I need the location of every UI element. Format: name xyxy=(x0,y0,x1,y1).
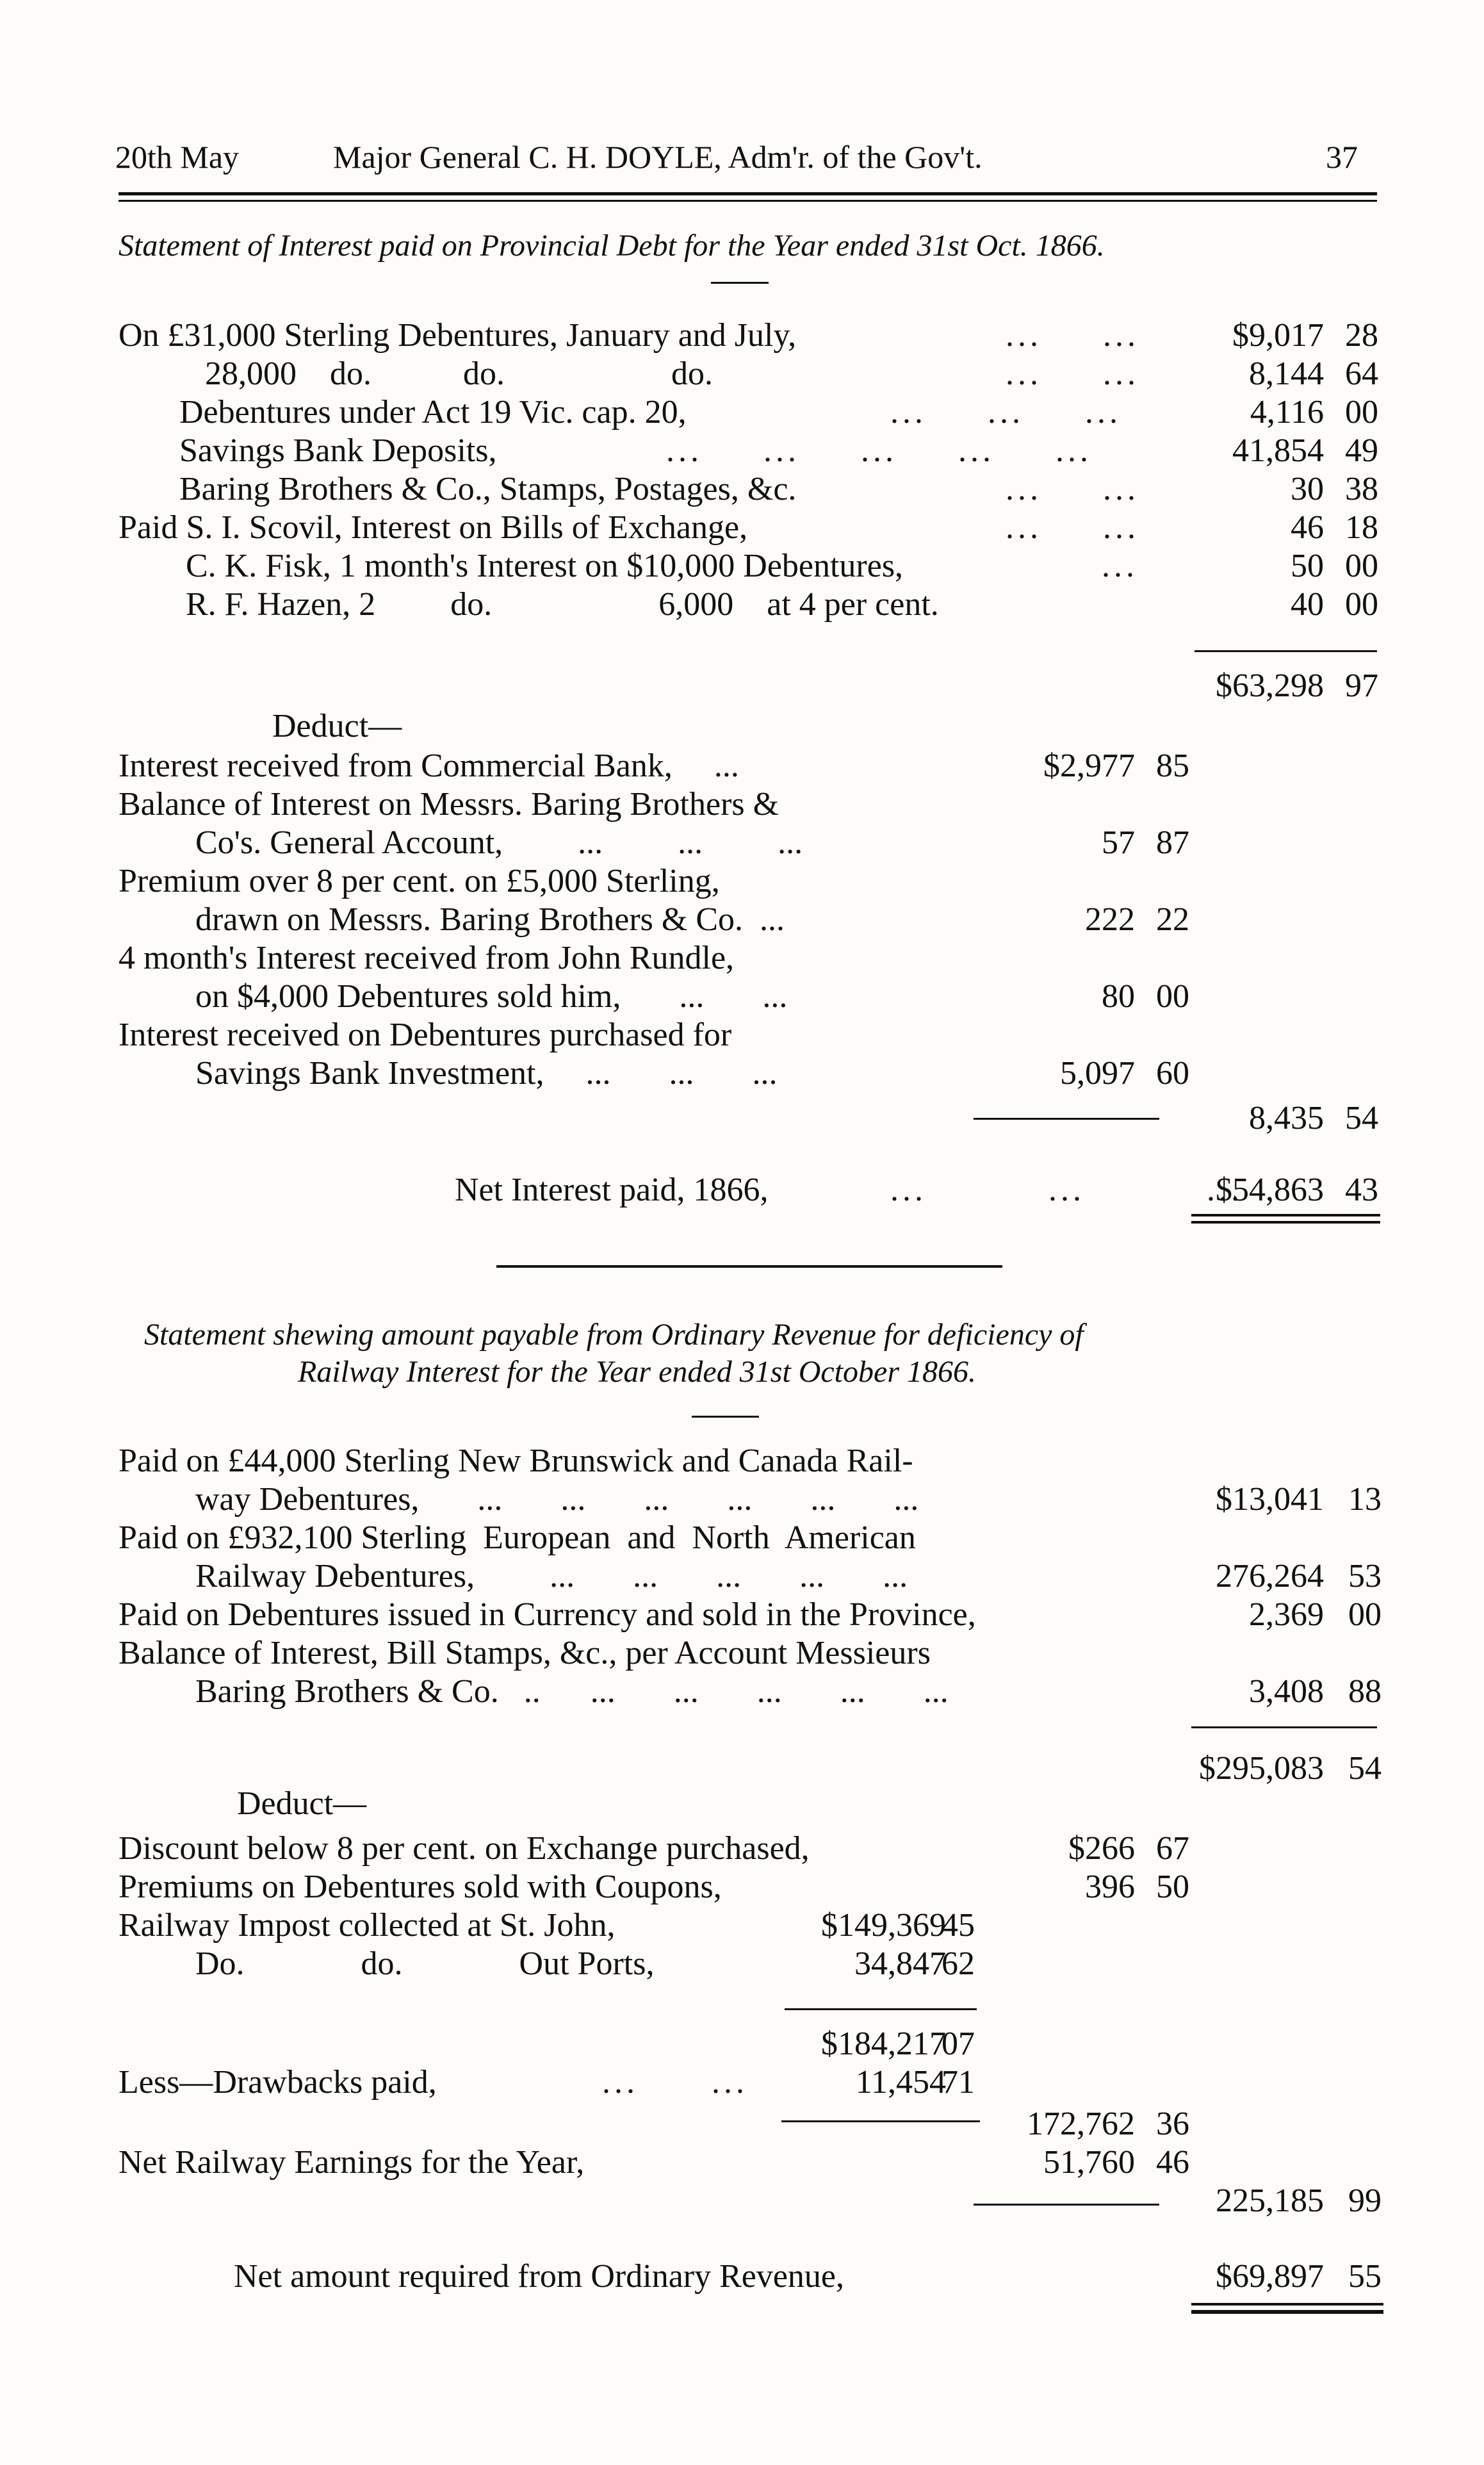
deduction-line: drawn on Messrs. Baring Brothers & Co. ... xyxy=(195,901,785,938)
impost-label: Do. do. Out Ports, xyxy=(195,1945,655,1982)
statement2-deduct-total-cents: 99 xyxy=(1348,2182,1382,2219)
deduction-cents: 67 xyxy=(1156,1830,1189,1867)
deduction-line: Interest received from Commercial Bank, ... xyxy=(118,748,739,784)
deduct-label: Deduct— xyxy=(237,1785,367,1822)
item-line: way Debentures, ... ... ... ... ... ... xyxy=(195,1481,919,1518)
item-cents: 18 xyxy=(1345,509,1378,546)
statement2-title-line1: Statement shewing amount payable from Ordinary Revenue for deficiency of xyxy=(144,1318,1084,1352)
deduction-cents: 00 xyxy=(1156,978,1189,1015)
item-dollars: 3,408 xyxy=(1249,1673,1324,1710)
item-label: Paid S. I. Scovil, Interest on Bills of Exchange, xyxy=(118,509,748,546)
drawbacks-cents: 71 xyxy=(942,2064,975,2101)
item-dollars: $9,017 xyxy=(1232,317,1324,354)
item-dots: ... ... xyxy=(1006,471,1139,507)
item-dollars: 41,854 xyxy=(1232,432,1324,469)
net-interest-label: Net Interest paid, 1866, xyxy=(455,1172,769,1208)
item-cents: 28 xyxy=(1345,317,1378,354)
deduction-dollars: $2,977 xyxy=(1043,748,1135,784)
impost-dollars: $149,369 xyxy=(821,1907,946,1944)
statement2-title-line2: Railway Interest for the Year ended 31st October 1866. xyxy=(298,1355,976,1389)
item-cents: 00 xyxy=(1345,394,1378,430)
item-label: Baring Brothers & Co., Stamps, Postages, &c. xyxy=(179,471,797,507)
deduction-dollars: 80 xyxy=(1102,978,1135,1015)
statement2-deduct-total-dollars: 225,185 xyxy=(1216,2182,1324,2219)
deduction-rule xyxy=(974,1118,1159,1120)
item-dollars: 8,144 xyxy=(1249,356,1324,392)
net-double-rule-top xyxy=(1191,2303,1383,2305)
item-line: Balance of Interest, Bill Stamps, &c., per Account Messieurs xyxy=(118,1635,931,1671)
statement1-net-cents: 43 xyxy=(1345,1172,1378,1208)
item-dollars: 2,369 xyxy=(1249,1596,1324,1633)
item-cents: 00 xyxy=(1345,548,1378,584)
statement1-title: Statement of Interest paid on Provincial Debt for the Year ended 31st Oct. 1866. xyxy=(118,229,1105,263)
item-label: Debentures under Act 19 Vic. cap. 20, xyxy=(179,394,687,430)
statement1-deduct-total-dollars: 8,435 xyxy=(1249,1100,1324,1136)
statement1-subtotal-dollars: $63,298 xyxy=(1216,667,1324,704)
deduction-line: Interest received on Debentures purchased for xyxy=(118,1017,732,1053)
item-cents: 64 xyxy=(1345,356,1378,392)
net-double-rule-bottom xyxy=(1191,1221,1380,1224)
impost-total-cents: 07 xyxy=(942,2026,975,2062)
earnings-dollars: 51,760 xyxy=(1043,2144,1135,2181)
item-dollars: 4,116 xyxy=(1250,394,1324,430)
item-cents: 38 xyxy=(1345,471,1378,507)
impost-dollars: 34,847 xyxy=(854,1945,946,1982)
item-dollars: 30 xyxy=(1291,471,1324,507)
item-dots: ... ... xyxy=(1006,317,1139,354)
subtotal-rule xyxy=(1195,650,1377,652)
deduction-rule xyxy=(974,2204,1159,2206)
drawbacks-dollars: 11,454 xyxy=(855,2064,946,2101)
earnings-cents: 46 xyxy=(1156,2144,1189,2181)
statement2-subtotal-cents: 54 xyxy=(1348,1750,1382,1787)
statement2-net-dollars: $69,897 xyxy=(1216,2258,1324,2295)
impost-label: Railway Impost collected at St. John, xyxy=(118,1907,616,1944)
deduction-dollars: $266 xyxy=(1068,1830,1135,1867)
header-rule-top xyxy=(118,192,1377,195)
impost-total-dollars: $184,217 xyxy=(821,2026,946,2062)
deduction-line: on $4,000 Debentures sold him, ... ... xyxy=(195,978,788,1015)
subtotal-rule xyxy=(1191,1726,1377,1728)
net-impost-dollars: 172,762 xyxy=(1027,2106,1135,2142)
deduction-dollars: 5,097 xyxy=(1060,1055,1135,1092)
item-cents: 53 xyxy=(1348,1558,1382,1594)
item-line: Paid on Debentures issued in Currency and sold in the Province, xyxy=(118,1596,976,1633)
item-dollars: $13,041 xyxy=(1216,1481,1324,1518)
deduction-cents: 50 xyxy=(1156,1869,1189,1905)
deduction-dollars: 57 xyxy=(1102,824,1135,861)
statement2-net-cents: 55 xyxy=(1348,2258,1382,2295)
header-rule-bottom xyxy=(118,200,1377,202)
item-cents: 13 xyxy=(1348,1481,1382,1518)
item-dots: ... ... xyxy=(1006,356,1139,392)
item-cents: 88 xyxy=(1348,1673,1382,1710)
page-number: 37 xyxy=(1326,139,1358,175)
deduction-cents: 22 xyxy=(1156,901,1189,938)
item-line: Paid on £44,000 Sterling New Brunswick and Canada Rail- xyxy=(118,1443,913,1479)
item-dollars: 50 xyxy=(1291,548,1324,584)
deduction-line: Balance of Interest on Messrs. Baring Brothers & xyxy=(118,786,779,823)
deduction-label: Discount below 8 per cent. on Exchange purchased, xyxy=(118,1830,810,1867)
deduction-dollars: 222 xyxy=(1085,901,1135,938)
deduction-cents: 87 xyxy=(1156,824,1189,861)
title-divider xyxy=(692,1416,759,1418)
impost-cents: 62 xyxy=(942,1945,975,1982)
item-label: On £31,000 Sterling Debentures, January and July, xyxy=(118,317,797,354)
item-dots: ... ... ... xyxy=(890,394,1121,430)
item-label: R. F. Hazen, 2 do. 6,000 at 4 per cent. xyxy=(186,586,939,623)
item-cents: 49 xyxy=(1345,432,1378,469)
header-title: Major General C. H. DOYLE, Adm'r. of the Gov't. xyxy=(333,139,983,175)
net-impost-rule xyxy=(781,2120,980,2122)
item-dollars: 40 xyxy=(1291,586,1324,623)
item-label: 28,000 do. do. do. xyxy=(205,356,713,392)
deduction-cents: 85 xyxy=(1156,748,1189,784)
statement1-subtotal-cents: 97 xyxy=(1345,667,1378,704)
deduction-line: Premium over 8 per cent. on £5,000 Sterling, xyxy=(118,863,720,899)
item-dollars: 276,264 xyxy=(1216,1558,1324,1594)
item-dots: ... ... xyxy=(1006,509,1139,546)
title-divider xyxy=(711,282,769,284)
header-date: 20th May xyxy=(115,139,240,175)
deduction-line: 4 month's Interest received from John Rundle, xyxy=(118,940,735,976)
item-label: Savings Bank Deposits, xyxy=(179,432,497,469)
earnings-label: Net Railway Earnings for the Year, xyxy=(118,2144,585,2181)
item-cents: 00 xyxy=(1348,1596,1382,1633)
drawbacks-label: Less—Drawbacks paid, xyxy=(118,2064,437,2101)
drawbacks-dots: ... ... xyxy=(602,2064,748,2101)
statement1-deduct-total-cents: 54 xyxy=(1345,1100,1378,1136)
deduction-line: Co's. General Account, ... ... ... xyxy=(195,824,803,861)
item-dots: ... xyxy=(1102,548,1138,584)
item-line: Railway Debentures, ... ... ... ... ... xyxy=(195,1558,908,1594)
net-double-rule-top xyxy=(1191,1214,1380,1216)
net-impost-cents: 36 xyxy=(1156,2106,1189,2142)
impost-rule xyxy=(785,2008,977,2010)
deduction-label: Premiums on Debentures sold with Coupons, xyxy=(118,1869,722,1905)
section-divider xyxy=(496,1265,1002,1268)
net-double-rule-bottom xyxy=(1191,2310,1383,2314)
impost-cents: 45 xyxy=(942,1907,975,1944)
statement2-subtotal-dollars: $295,083 xyxy=(1199,1750,1324,1787)
deduction-cents: 60 xyxy=(1156,1055,1189,1092)
item-dollars: 46 xyxy=(1291,509,1324,546)
item-dots: ... ... ... ... ... xyxy=(666,432,1092,469)
statement1-net-dollars: $54,863 xyxy=(1216,1172,1324,1208)
item-cents: 00 xyxy=(1345,586,1378,623)
item-label: C. K. Fisk, 1 month's Interest on $10,000 Debentures, xyxy=(186,548,904,584)
net-interest-dots: ... ... ... xyxy=(890,1172,1243,1208)
item-line: Baring Brothers & Co. .. ... ... ... ... ... xyxy=(195,1673,949,1710)
deduction-line: Savings Bank Investment, ... ... ... xyxy=(195,1055,778,1092)
deduction-dollars: 396 xyxy=(1085,1869,1135,1905)
deduct-label: Deduct— xyxy=(272,708,402,744)
item-line: Paid on £932,100 Sterling European and North American xyxy=(118,1519,916,1556)
net-amount-label: Net amount required from Ordinary Revenue, xyxy=(234,2258,845,2295)
